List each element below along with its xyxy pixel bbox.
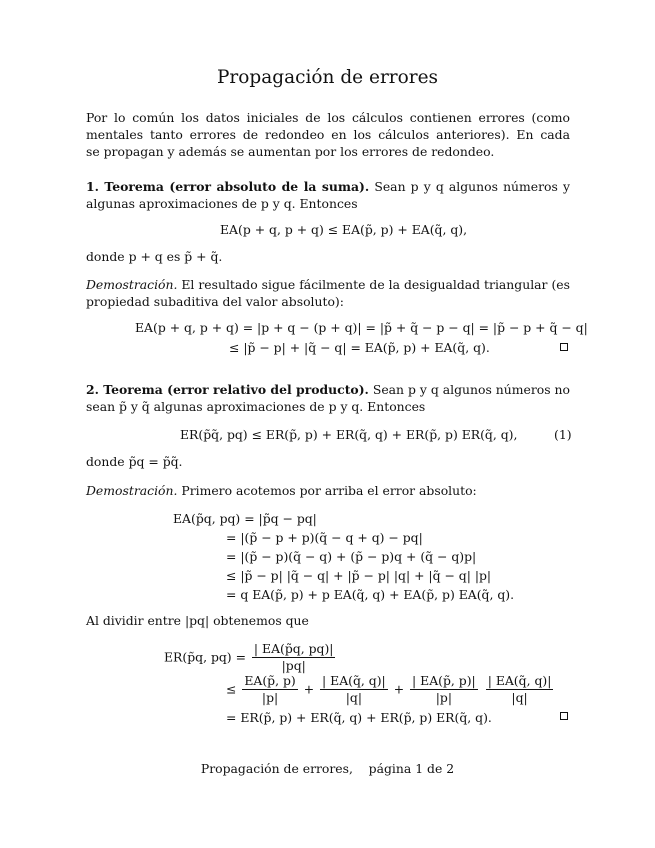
- divide-text: Al dividir entre |pq| obtenemos que: [86, 613, 309, 628]
- abs-error-line: EA(p̃q, pq) = |p̃q − pq|: [173, 511, 317, 526]
- abs-error-line: = q EA(p̃, p) + p EA(q̃, q) + EA(p̃, p) EA(q̃, q).: [226, 587, 515, 602]
- theorem-2-text: Sean p y q algunos números no: [372, 382, 570, 397]
- theorem-1: [86, 178, 570, 212]
- rel-error-line-2: ≤ $\frac{EA(p̃, p)}{|p|}$ + $\frac{| EA(q̃, q)|}{|q|}$ + $\frac{| EA(p̃, p)|}{|p|}$ $\frac{| EA(q̃, q)|}{|q|}$: [226, 673, 552, 705]
- proof-text: Primero acotemos por arriba el error absoluto:: [181, 483, 477, 498]
- theorem-1-heading: 1. Teorema (error absoluto de la suma).: [86, 179, 370, 194]
- page-footer: Propagación de errores, página 1 de 2: [200, 761, 455, 776]
- rel-error-line-1: [164, 641, 337, 674]
- abs-error-line: = |(p̃ − p + p)(q̃ − q + q) − pq|: [226, 530, 423, 545]
- fraction: $\frac{| EA(q̃, q)|}{|q|}$: [487, 673, 552, 705]
- intro-line: mentales tanto errores de redondeo en los cálculos anteriores). En cada: [86, 127, 570, 142]
- theorem-1-text: algunas aproximaciones de p y q. Entonces: [86, 196, 358, 211]
- fraction: $\frac{| EA(p̃q, pq)|}{|pq|}$: [253, 641, 334, 673]
- intro-paragraph: [86, 109, 570, 160]
- fraction: $\frac{| EA(q̃, q)|}{|q|}$: [322, 673, 386, 705]
- fraction: $\frac{EA(p̃, p)}{|p|}$: [244, 673, 296, 705]
- rel-lhs: ER(p̃q, pq) =: [164, 649, 246, 665]
- theorem-1-equation: EA(p + q, p + q) ≤ EA(p̃, p) + EA(q̃, q),: [220, 222, 468, 237]
- theorem-2-proof: [86, 482, 570, 499]
- theorem-1-where: donde p + q es p̃ + q̃.: [86, 249, 223, 264]
- intro-line: se propagan y además se aumentan por los errores de redondeo.: [86, 144, 495, 159]
- proof-1-equation-line-1: EA(p + q, p + q) = |p + q − (p + q)| = |p̃ + q̃ − p − q| = |p̃ − p + q̃ − q|: [135, 320, 588, 335]
- qed-box: [560, 712, 568, 720]
- proof-text: El resultado sigue fácilmente de la desigualdad triangular (es: [181, 277, 570, 292]
- theorem-1-text: Sean p y q algunos números y: [374, 179, 570, 194]
- intro-line: Por lo común los datos iniciales de los cálculos contienen errores (como: [86, 110, 570, 125]
- rel-error-line-3: = ER(p̃, p) + ER(q̃, q) + ER(p̃, p) ER(q̃, q).: [226, 710, 492, 725]
- theorem-2-where: donde p̃q = p̃q̃.: [86, 454, 183, 469]
- theorem-2-equation: ER(p̃q̃, pq) ≤ ER(p̃, p) + ER(q̃, q) + ER(p̃, p) ER(q̃, q),: [180, 427, 518, 442]
- proof-text: propiedad subaditiva del valor absoluto):: [86, 294, 344, 309]
- proof-label: Demostración.: [86, 483, 178, 498]
- proof-label: Demostración.: [86, 277, 178, 292]
- fraction: $\frac{| EA(p̃, p)|}{|p|}$: [412, 673, 476, 705]
- theorem-2: [86, 381, 570, 415]
- qed-box: [560, 343, 568, 351]
- page-title: Propagación de errores: [216, 67, 439, 88]
- proof-1-equation-line-2: ≤ |p̃ − p| + |q̃ − q| = EA(p̃, p) + EA(q̃, q).: [229, 340, 490, 355]
- equation-number: (1): [554, 427, 572, 442]
- theorem-1-proof: [86, 276, 570, 310]
- theorem-2-heading: 2. Teorema (error relativo del producto).: [86, 382, 369, 397]
- abs-error-line: ≤ |p̃ − p| |q̃ − q| + |p̃ − p| |q| + |q̃ − q| |p|: [226, 568, 492, 583]
- theorem-2-text: sean p̃ y q̃ algunas aproximaciones de p y q. Entonces: [86, 399, 426, 414]
- abs-error-line: = |(p̃ − p)(q̃ − q) + (p̃ − p)q + (q̃ − q)p|: [226, 549, 477, 564]
